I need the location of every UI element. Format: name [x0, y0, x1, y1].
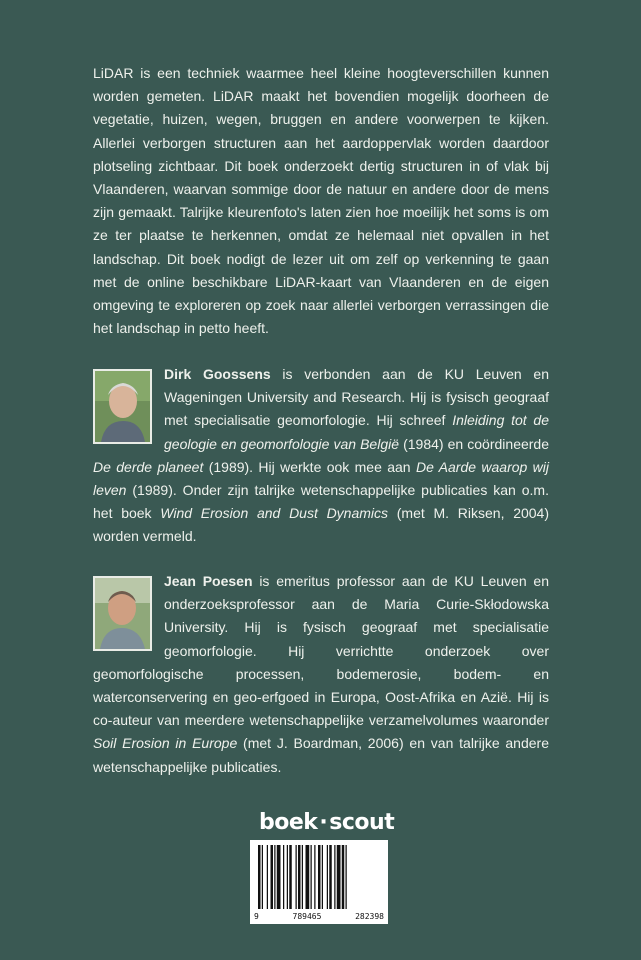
book-description: LiDAR is een techniek waarmee heel kleine hoogteverschillen kunnen worden gemeten. LiDAR maakt het bovendien mogelijk doorheen de vegetatie, huizen, wegen, bruggen en andere voorwerpen te kijken. Allerlei verborgen structuren aan het aardoppervlak worden daardoor plotseling zichtbaar. Dit boek onderzoekt dertig structuren in of vlak bij Vlaanderen, waarvan sommige door de natuur en andere door de mens zijn gemaakt. Talrijke kleurenfoto's laten zien hoe moeilijk het soms is om ze ter plaatse te herkennen, omdat ze helemaal niet opvallen in het landschap. Dit boek nodigt de lezer uit om zelf op verkenning te gaan met de online beschikbare LiDAR-kaart van Vlaanderen en de eigen omgeving te exploreren op zoek naar allerlei verborgen verrassingen die het landschap in petto heeft. [93, 65, 549, 337]
author-name: Dirk Goossens [164, 366, 271, 382]
barcode-digits: 9 789465 282398 [254, 912, 384, 921]
author-bio-poesen: Jean Poesen is emeritus professor aan de KU Leuven en onderzoeksprofessor aan de Maria Curie-Skłodowska University. Hij is fysisch geograaf met specialisatie geomorfologie. Hij verrichtte onderzoek over geomorfologische processen, bodemerosie, bodem- en waterconservering en geo-erfgoed in Europa, Oost-Afrika en Azië. Hij is co-auteur van meerdere wetenschappelijke verzamelvolumes waaronder Soil Erosion in Europe (met J. Boardman, 2006) en van talrijke andere wetenschappelijke publicaties. [93, 573, 549, 775]
isbn-barcode [250, 840, 388, 924]
barcode-bars [256, 845, 382, 909]
author-name: Jean Poesen [164, 573, 253, 589]
author-photo-goossens [93, 369, 152, 444]
author-bio-goossens: Dirk Goossens is verbonden aan de KU Leuven en Wageningen University and Research. Hij is fysisch geograaf met specialisatie geomorfologie. Hij schreef Inleiding tot de geologie en geomorfologie van België (1984) en coördineerde De derde planeet (1989). Hij werkte ook mee aan De Aarde waarop wij leven (1989). Onder zijn talrijke wetenschappelijke publicaties kan o.m. het boek Wind Erosion and Dust Dynamics (met M. Riksen, 2004) worden vermeld. [93, 366, 550, 545]
publisher-logo: boek·scout [259, 810, 395, 835]
author-photo-poesen [93, 576, 152, 651]
